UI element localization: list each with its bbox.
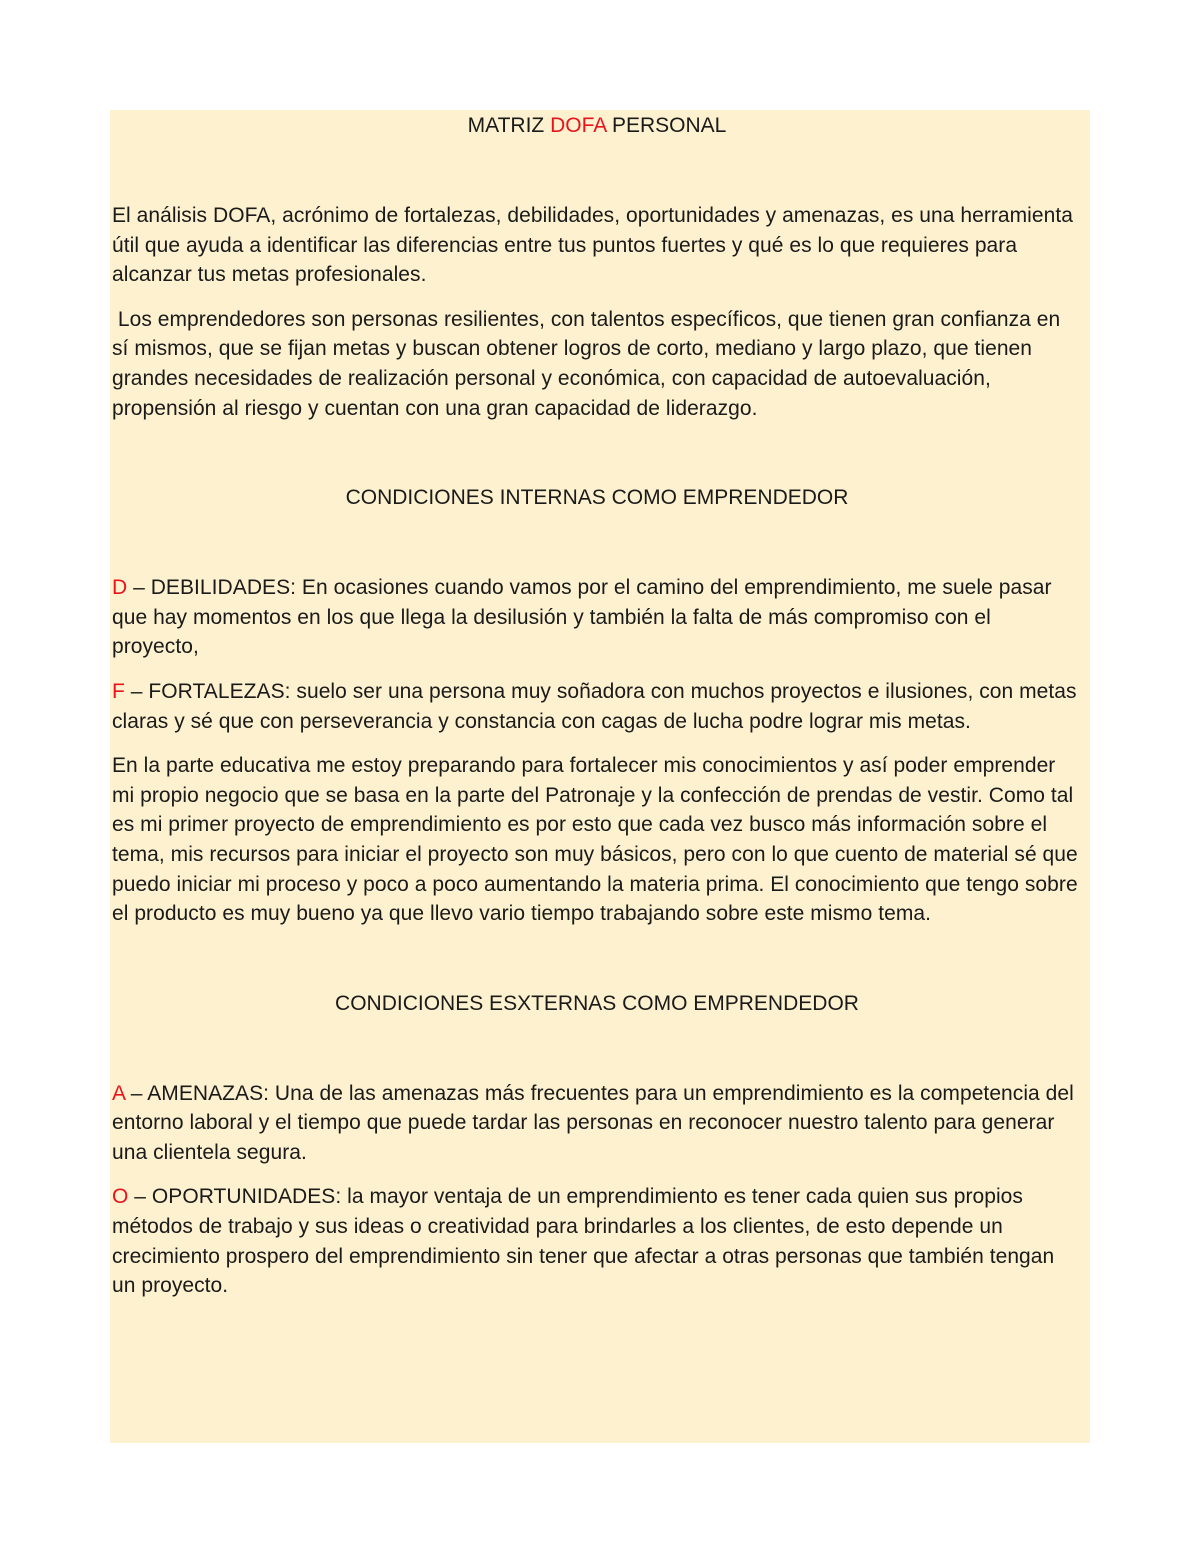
document-page — [110, 110, 1090, 1443]
title-highlight: DOFA — [550, 114, 607, 137]
fortalezas-paragraph — [112, 677, 1082, 736]
title-suffix: PERSONAL — [606, 114, 727, 137]
educativa-paragraph: En la parte educativa me estoy preparando para fortalecer mis conocimientos y así poder emprender mi propio negocio que se basa en la parte del Patronaje y la confección de prendas de vestir. Como tal es mi primer proyecto de emprendimiento es por esto que cada vez busco más información sobre el tema, mis recursos para iniciar el proyecto son muy básicos, pero con lo que cuento de material sé que puedo iniciar mi proceso y poco a poco aumentando la materia prima. El conocimiento que tengo sobre el producto es muy bueno ya que llevo vario tiempo trabajando sobre este mismo tema. — [112, 754, 1078, 926]
amenazas-paragraph — [112, 1079, 1082, 1168]
fortalezas-letter: F — [112, 679, 125, 703]
intro-paragraph-2: Los emprendedores son personas resilientes, con talentos específicos, que tienen gran confianza en sí mismos, que se fijan metas y buscan obtener logros de corto, mediano y largo plazo, que tienen grandes necesidades de realización personal y económica, con capacidad de autoevaluación, propensión al riesgo y cuentan con una gran capacidad de liderazgo. — [112, 307, 1067, 420]
amenazas-text: – AMENAZAS: Una de las amenazas más frecuentes para un emprendimiento es la competencia del entorno laboral y el tiempo que puede tardar las personas en reconocer nuestro talento para generar una clientela segura. — [112, 1081, 1074, 1164]
amenazas-letter: A — [112, 1081, 125, 1105]
oportunidades-paragraph — [112, 1182, 1082, 1300]
oportunidades-text: – OPORTUNIDADES: la mayor ventaja de un emprendimiento es tener cada quien sus propios métodos de trabajo y sus ideas o creatividad para brindarles a los clientes, de esto depende un crecimiento prospero del emprendimiento sin tener que afectar a otras personas que también tengan un proyecto. — [112, 1185, 1055, 1298]
document-title — [112, 110, 1082, 141]
debilidades-paragraph — [112, 573, 1082, 662]
external-conditions-heading: CONDICIONES ESXTERNAS COMO EMPRENDEDOR — [335, 991, 859, 1015]
debilidades-text: – DEBILIDADES: En ocasiones cuando vamos por el camino del emprendimiento, me suele pasar que hay momentos en los que llega la desilusión y también la falta de más compromiso con el proyecto, — [112, 576, 1052, 659]
title-prefix: MATRIZ — [467, 114, 551, 137]
oportunidades-letter: O — [112, 1185, 129, 1209]
intro-paragraph-1: El análisis DOFA, acrónimo de fortalezas, debilidades, oportunidades y amenazas, es una herramienta útil que ayuda a identificar las diferencias entre tus puntos fuertes y qué es lo que requieres para alcanzar tus metas profesionales. — [112, 204, 1073, 287]
debilidades-letter: D — [112, 576, 128, 600]
fortalezas-text: – FORTALEZAS: suelo ser una persona muy soñadora con muchos proyectos e ilusiones, con metas claras y sé que con perseverancia y constancia con cagas de lucha podre lograr mis metas. — [112, 679, 1077, 733]
internal-conditions-heading: CONDICIONES INTERNAS COMO EMPRENDEDOR — [345, 486, 849, 510]
